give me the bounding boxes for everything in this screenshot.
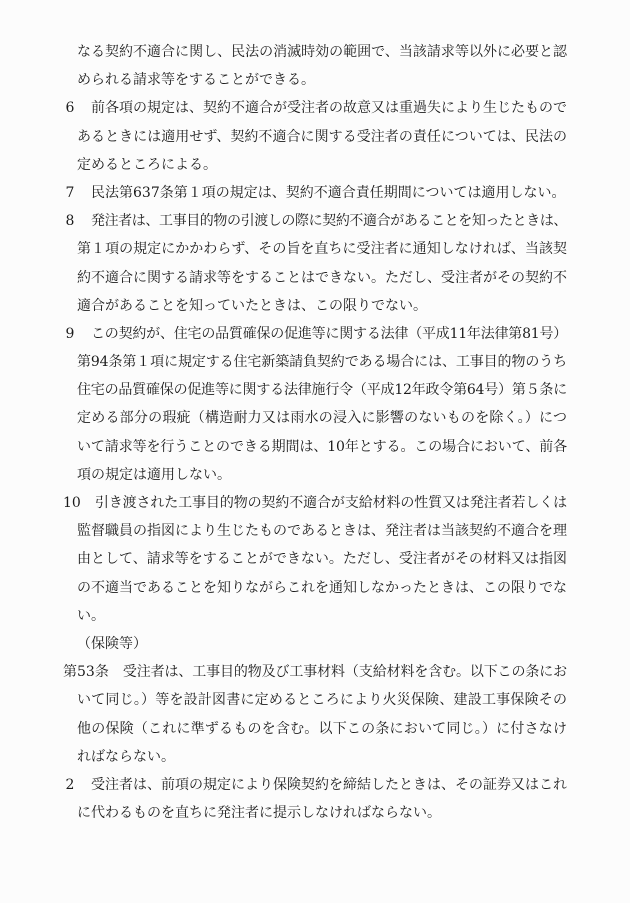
paragraph-text: 前各項の規定は、契約不適合が受注者の故意又は重過失により生じたもので — [91, 100, 567, 117]
paragraph-line: められる請求等をすることができる。 — [77, 72, 315, 89]
spacer — [77, 94, 91, 122]
article-53 — [0, 658, 630, 771]
spacer — [109, 658, 123, 686]
paragraph-text: 受注者は、工事目的物及び工事材料（支給材料を含む。以下この条にお — [122, 664, 567, 681]
paragraph-number: 10 — [63, 495, 81, 511]
paragraph-2 — [0, 771, 630, 827]
paragraph-number: 6 — [65, 100, 75, 117]
paragraph-number: 7 — [65, 184, 75, 201]
paragraph-line: 監督職員の指図により生じたものであるときは、発注者は当該契約不適合を理 — [77, 523, 567, 540]
paragraph-text: この契約が、住宅の品質確保の促進等に関する法律（平成11年法律第81号） — [91, 325, 567, 342]
spacer — [77, 207, 91, 235]
paragraph-number: 8 — [65, 213, 75, 230]
paragraph-line: 適合があることを知っていたときは、この限りでない。 — [77, 297, 427, 314]
paragraph-continued — [0, 38, 630, 94]
paragraph-8 — [0, 207, 630, 320]
paragraph-line: 定めるところによる。 — [77, 156, 217, 173]
paragraph-line: 定める部分の瑕疵（構造耐力又は雨水の浸入に影響のないものを除く。）につ — [77, 410, 567, 427]
paragraph-line: 第94条第１項に規定する住宅新築請負契約である場合には、工事目的物のうち — [77, 354, 567, 371]
paragraph-line: 由として、請求等をすることができない。ただし、受注者がその材料又は指図 — [77, 551, 567, 568]
spacer — [77, 771, 91, 799]
paragraph-7 — [0, 179, 630, 207]
paragraph-line: 項の規定は適用しない。 — [77, 466, 231, 483]
document-page — [0, 38, 630, 827]
paragraph-line: なる契約不適合に関し、民法の消滅時効の範囲で、当該請求等以外に必要と認 — [77, 44, 567, 60]
paragraph-6 — [0, 94, 630, 179]
paragraph-9 — [0, 320, 630, 489]
article-number: 第53条 — [63, 664, 109, 681]
paragraph-line: の不適当であることを知りながらこれを通知しなかったときは、この限りでな — [77, 579, 567, 596]
paragraph-first-line — [63, 489, 567, 517]
paragraph-line: 他の保険（これに準ずるものを含む。以下この条において同じ。）に付さなけ — [77, 720, 567, 737]
paragraph-line: に代わるものを直ちに発注者に提示しなければならない。 — [77, 805, 441, 822]
paragraph-text: 民法第637条第１項の規定は、契約不適合責任期間については適用しない。 — [91, 184, 566, 201]
spacer — [77, 320, 91, 348]
paragraph-first-line — [63, 207, 567, 235]
paragraph-line: い。 — [77, 607, 105, 624]
paragraph-line: 第１項の規定にかかわらず、その旨を直ちに受注者に通知しなければ、当該契 — [77, 241, 567, 258]
paragraph-line: あるときには適用せず、契約不適合に関する受注者の責任については、民法の — [77, 128, 567, 145]
paragraph-line: いて同じ。）等を設計図書に定めるところにより火災保険、建設工事保険その — [77, 692, 567, 709]
spacer — [77, 179, 91, 207]
paragraph-text: 受注者は、前項の規定により保険契約を締結したときは、その証券又はこれ — [91, 776, 567, 793]
paragraph-text: 引き渡された工事目的物の契約不適合が支給材料の性質又は発注者若しくは — [94, 495, 567, 511]
article-caption: （保険等） — [77, 635, 147, 652]
paragraph-first-line — [63, 94, 567, 122]
paragraph-number: 9 — [65, 325, 75, 342]
paragraph-number: 2 — [65, 776, 75, 793]
paragraph-first-line — [63, 320, 567, 348]
paragraph-line: ればならない。 — [77, 748, 175, 765]
paragraph-line: 住宅の品質確保の促進等に関する法律施行令（平成12年政令第64号）第５条に — [77, 382, 567, 399]
paragraph-line: 約不適合に関する請求等をすることはできない。ただし、受注者がその契約不 — [77, 269, 567, 286]
paragraph-10 — [0, 489, 630, 630]
paragraph-first-line — [63, 179, 567, 207]
paragraph-first-line — [63, 771, 567, 799]
paragraph-line: いて請求等を行うことのできる期間は、10年とする。この場合において、前各 — [77, 438, 567, 455]
spacer — [81, 489, 95, 517]
paragraph-text: 発注者は、工事目的物の引渡しの際に契約不適合があることを知ったときは、 — [91, 213, 567, 230]
article-first-line — [63, 658, 567, 686]
